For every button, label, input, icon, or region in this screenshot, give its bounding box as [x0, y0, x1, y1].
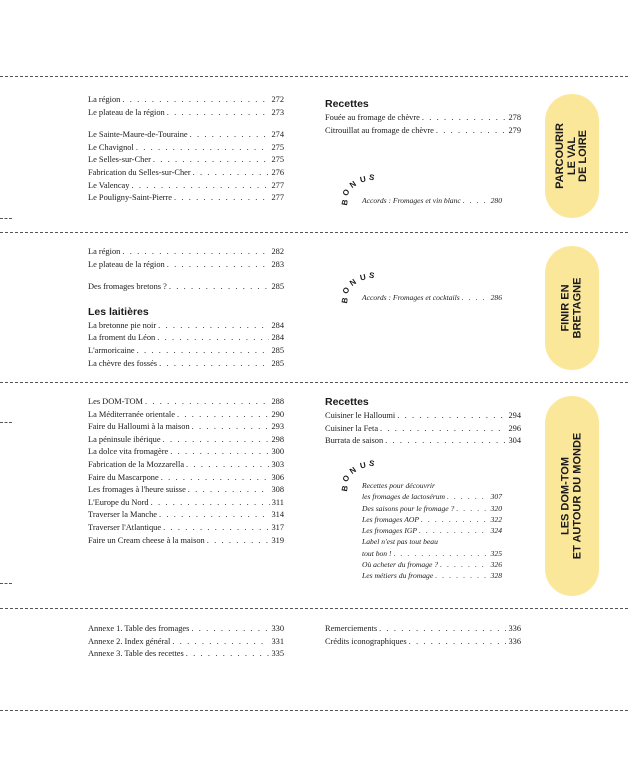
toc-entry-label: Faire du Halloumi à la maison — [88, 422, 190, 432]
toc-entry[interactable] — [88, 648, 284, 661]
toc-entry-page: 273 — [271, 107, 284, 117]
toc-entry-page: 272 — [271, 95, 284, 104]
toc-entry-label: Le Pouligny-Saint-Pierre — [88, 193, 172, 203]
toc-entry[interactable] — [88, 421, 284, 434]
toc-entry-page: 278 — [508, 113, 521, 122]
dot-leader — [167, 259, 270, 272]
toc-entry-label: Où acheter du fromage ? — [362, 560, 439, 570]
toc-entry[interactable] — [325, 125, 521, 138]
toc-entry-page: 304 — [508, 436, 521, 446]
toc-entry-label: La froment du Léon — [88, 333, 156, 343]
toc-entry-label: Annexe 2. Index général — [88, 636, 171, 646]
section-3-recipes-list — [325, 410, 521, 448]
toc-entry-page: 335 — [271, 649, 284, 659]
toc-entry-label: Accords : Fromages et vin blanc — [362, 196, 461, 205]
spacer — [88, 271, 284, 281]
spacer — [88, 294, 284, 304]
toc-entry[interactable] — [88, 446, 284, 459]
chapter-tab-line: FINIR EN — [559, 284, 572, 332]
dot-leader — [419, 525, 489, 536]
dot-leader — [158, 320, 269, 333]
toc-entry[interactable] — [325, 623, 521, 636]
toc-entry-label: Crédits iconographiques — [325, 636, 407, 646]
toc-entry-page: 317 — [271, 522, 284, 532]
toc-entry-label: Le Sainte-Maure-de-Touraine — [88, 130, 188, 140]
dot-leader — [174, 192, 269, 205]
bonus-letter: O — [340, 473, 352, 484]
toc-entry-page: 328 — [490, 571, 502, 581]
bonus-letter: S — [368, 458, 376, 469]
toc-entry-label: Traverser la Manche — [88, 510, 157, 520]
dot-leader — [397, 410, 506, 423]
toc-entry[interactable] — [88, 535, 284, 548]
toc-entry-page: 285 — [271, 345, 284, 355]
toc-entry[interactable] — [325, 435, 521, 448]
dot-leader — [380, 423, 506, 436]
toc-entry-label: Fabrication du Selles-sur-Cher — [88, 167, 191, 177]
dot-leader — [447, 491, 489, 502]
dot-leader — [157, 332, 269, 345]
section-divider — [0, 232, 628, 233]
toc-entry-label: La dolce vita fromagère — [88, 447, 169, 457]
toc-entry[interactable] — [362, 292, 502, 303]
toc-entry-page: 336 — [508, 636, 521, 646]
section-3-bonus-list — [362, 480, 502, 582]
recipes-title: Recettes — [325, 98, 369, 110]
toc-entry-label: Le plateau de la région — [88, 259, 165, 269]
bonus-letter: U — [359, 272, 367, 283]
bonus-letter: N — [347, 465, 358, 476]
toc-entry-page: 331 — [271, 636, 284, 646]
toc-entry[interactable] — [88, 320, 284, 333]
section-3-recipes — [325, 394, 521, 448]
toc-entry-label: La chèvre des fossés — [88, 358, 158, 368]
credits-list — [325, 623, 521, 648]
toc-entry[interactable] — [362, 559, 502, 570]
toc-entry[interactable] — [88, 142, 284, 155]
group-title: Les laitières — [88, 305, 149, 318]
toc-entry-page: 277 — [271, 180, 284, 190]
toc-entry-page: 296 — [508, 423, 521, 433]
section-divider — [0, 710, 628, 711]
toc-entry-page: 282 — [271, 247, 284, 256]
toc-entry[interactable] — [88, 345, 284, 358]
toc-entry-page: 311 — [271, 497, 284, 507]
toc-entry-page: 286 — [490, 293, 502, 302]
toc-entry-label: Fabrication de la Mozzarella — [88, 459, 185, 469]
toc-entry-label: La région — [88, 95, 121, 104]
toc-entry[interactable] — [362, 491, 502, 502]
chapter-tab-title — [561, 433, 584, 560]
bonus-letter: N — [347, 277, 358, 288]
dot-leader — [385, 435, 506, 448]
toc-entry[interactable] — [88, 358, 284, 371]
toc-entry-label: Les fromages à l'heure suisse — [88, 485, 186, 495]
dot-leader — [193, 167, 270, 180]
toc-entry-label: Faire du Mascarpone — [88, 472, 159, 482]
toc-entry-page: 324 — [490, 526, 502, 536]
dot-leader — [207, 535, 270, 548]
toc-entry[interactable] — [325, 636, 521, 649]
section-1-recipes-list — [325, 112, 521, 137]
toc-entry-label: Les métiers du fromage — [362, 571, 434, 581]
toc-entry[interactable] — [325, 410, 521, 423]
margin-tick — [0, 218, 12, 219]
toc-entry-page: 284 — [271, 320, 284, 330]
toc-entry[interactable] — [88, 246, 284, 259]
dot-leader — [137, 345, 270, 358]
dot-leader — [462, 292, 489, 303]
dot-leader — [463, 195, 489, 206]
toc-entry-page: 276 — [271, 167, 284, 177]
toc-entry-label: La Méditerranée orientale — [88, 409, 175, 419]
dot-leader — [131, 180, 269, 193]
dot-leader — [151, 497, 270, 510]
dot-leader — [145, 396, 269, 409]
toc-entry[interactable] — [88, 509, 284, 522]
dot-leader — [435, 570, 488, 581]
toc-entry[interactable] — [362, 195, 502, 206]
dot-leader — [136, 142, 270, 155]
section-2-bonus-list — [362, 292, 502, 303]
section-1-bonus-list — [362, 195, 502, 206]
dot-leader — [188, 484, 270, 497]
toc-entry[interactable] — [88, 129, 284, 142]
toc-entry-label: Des saisons pour le fromage ? — [362, 503, 455, 513]
chapter-tab-line: DE LOIRE — [576, 130, 589, 182]
margin-tick — [0, 422, 12, 423]
dot-leader — [379, 623, 506, 636]
toc-entry[interactable] — [88, 623, 284, 636]
toc-entry[interactable] — [88, 409, 284, 422]
annexes-list — [88, 623, 284, 661]
toc-entry-label: Burrata de saison — [325, 436, 384, 446]
toc-entry-label: Les fromages AOP — [362, 514, 419, 524]
toc-entry-page: 285 — [271, 358, 284, 368]
toc-entry-page: 285 — [271, 282, 284, 292]
toc-entry[interactable] — [88, 434, 284, 447]
toc-entry[interactable] — [88, 396, 284, 409]
toc-entry-page: 275 — [271, 155, 284, 165]
toc-entry-label: Les fromages IGP — [362, 526, 417, 536]
toc-entry-page: 308 — [271, 485, 284, 495]
toc-entry-label: Le Selles-sur-Cher — [88, 155, 151, 165]
toc-entry-label: Le plateau de la région — [88, 107, 165, 117]
toc-entry-label: Le Valencay — [88, 180, 130, 190]
toc-entry-label: Citrouillat au fromage de chèvre — [325, 125, 434, 135]
chapter-tab-title — [555, 123, 590, 189]
dot-leader — [163, 522, 269, 535]
toc-entry-page: 322 — [490, 514, 502, 524]
section-divider — [0, 382, 628, 383]
toc-entry-page: 314 — [271, 510, 284, 520]
bonus-letter: O — [340, 187, 352, 198]
toc-entry-page: 279 — [508, 125, 521, 135]
toc-entry[interactable] — [88, 281, 284, 294]
toc-entry[interactable] — [362, 525, 502, 536]
dot-leader — [172, 636, 269, 649]
section-3-left-list — [88, 396, 284, 547]
margin-tick — [0, 583, 12, 584]
toc-entry-page: 336 — [508, 624, 521, 633]
dot-leader — [394, 548, 489, 559]
toc-entry[interactable] — [88, 636, 284, 649]
toc-entry[interactable] — [88, 107, 284, 120]
toc-entry-page: 294 — [508, 411, 521, 420]
toc-entry[interactable] — [88, 180, 284, 193]
dot-leader — [167, 107, 270, 120]
dot-leader — [153, 154, 270, 167]
toc-entry-page: 293 — [271, 422, 284, 432]
bonus-letter: O — [340, 285, 352, 296]
toc-entry-label: Les DOM-TOM — [88, 397, 143, 406]
section-divider — [0, 76, 628, 77]
toc-entry-label: Fouée au fromage de chèvre — [325, 113, 420, 122]
toc-entry-page: 280 — [490, 196, 502, 205]
dot-leader — [177, 409, 269, 422]
spacer — [88, 119, 284, 129]
toc-entry-label: Traverser l'Atlantique — [88, 522, 162, 532]
toc-entry[interactable] — [88, 259, 284, 272]
toc-entry[interactable] — [362, 570, 502, 581]
toc-entry-label: Faire un Cream cheese à la maison — [88, 535, 205, 545]
dot-leader — [122, 94, 269, 107]
toc-entry-label: L'armoricaine — [88, 345, 135, 355]
toc-entry[interactable] — [88, 332, 284, 345]
toc-entry-page: 330 — [271, 624, 284, 633]
bonus-letter: B — [339, 296, 350, 305]
toc-entry[interactable] — [88, 94, 284, 107]
toc-entry-label: L'Europe du Nord — [88, 497, 149, 507]
toc-entry[interactable] — [88, 522, 284, 535]
toc-entry-page: 325 — [490, 548, 502, 558]
chapter-tab-line: LES DOM-TOM — [559, 457, 572, 536]
bonus-letter: B — [339, 198, 350, 207]
section-1-recipes — [325, 96, 521, 137]
toc-entry-label: les fromages de lactosérum — [362, 492, 446, 502]
toc-entry-label: Cuisiner la Feta — [325, 423, 379, 433]
toc-entry-page: 283 — [271, 259, 284, 269]
toc-entry-label: Accords : Fromages et cocktails — [362, 293, 460, 302]
dot-leader — [191, 623, 269, 636]
dot-leader — [159, 358, 269, 371]
section-1-left-list — [88, 94, 284, 205]
toc-entry-page: 320 — [490, 503, 502, 513]
toc-entry-page: 274 — [271, 130, 284, 140]
chapter-tab-line: BRETAGNE — [571, 277, 583, 339]
toc-entry-label: Des fromages bretons ? — [88, 282, 167, 292]
toc-entry[interactable] — [362, 503, 502, 514]
dot-leader — [190, 129, 270, 142]
recipes-title: Recettes — [325, 396, 369, 408]
dot-leader — [436, 125, 507, 138]
chapter-tab-line: ET AUTOUR DU MONDE — [571, 432, 583, 560]
dot-leader — [440, 559, 489, 570]
toc-text-line: Label n'est pas tout beau — [362, 537, 438, 547]
toc-entry-page: 300 — [271, 447, 284, 457]
toc-entry-label: Annexe 1. Table des fromages — [88, 624, 190, 633]
dot-leader — [409, 636, 507, 649]
toc-entry-page: 290 — [271, 409, 284, 419]
toc-text-line: Recettes pour découvrir — [362, 481, 435, 490]
dot-leader — [163, 434, 270, 447]
bonus-letter: S — [368, 270, 376, 281]
toc-entry[interactable] — [88, 167, 284, 180]
toc-entry[interactable] — [88, 472, 284, 485]
bonus-letter: N — [347, 179, 358, 190]
toc-entry-label: La péninsule ibérique — [88, 434, 161, 444]
dot-leader — [186, 648, 270, 661]
toc-entry[interactable] — [88, 497, 284, 510]
dot-leader — [421, 514, 489, 525]
toc-entry-page: 306 — [271, 472, 284, 482]
toc-entry[interactable] — [88, 459, 284, 472]
chapter-tab-line: LE VAL — [565, 136, 578, 176]
toc-entry-label: Annexe 3. Table des recettes — [88, 649, 184, 659]
section-divider — [0, 608, 628, 609]
toc-entry-label: Remerciements — [325, 624, 378, 633]
toc-entry-label: tout bon ! — [362, 548, 392, 558]
toc-entry[interactable] — [362, 514, 502, 525]
toc-entry-label: Cuisiner le Halloumi — [325, 411, 396, 420]
dot-leader — [186, 459, 269, 472]
bonus-letter: U — [359, 460, 367, 471]
toc-entry-page: 303 — [271, 459, 284, 469]
bonus-letter: S — [368, 172, 376, 183]
toc-entry[interactable] — [88, 192, 284, 205]
toc-entry-page: 277 — [271, 193, 284, 203]
chapter-tab-line: PARCOURIR — [553, 123, 566, 189]
dot-leader — [170, 446, 269, 459]
chapter-tab-dom-tom[interactable] — [545, 396, 599, 596]
toc-entry[interactable] — [325, 112, 521, 125]
toc-entry-page: 288 — [271, 397, 284, 406]
dot-leader — [169, 281, 270, 294]
dot-leader — [456, 503, 488, 514]
toc-entry-page: 319 — [271, 535, 284, 545]
toc-entry-page: 307 — [490, 492, 502, 502]
toc-entry-label: La bretonne pie noir — [88, 320, 157, 330]
toc-entry-page: 298 — [271, 434, 284, 444]
dot-leader — [159, 509, 269, 522]
section-2-left-list — [88, 246, 284, 370]
dot-leader — [422, 112, 507, 125]
dot-leader — [122, 246, 269, 259]
toc-entry[interactable] — [88, 484, 284, 497]
toc-entry[interactable] — [362, 548, 502, 559]
toc-entry-label: La région — [88, 247, 121, 256]
toc-entry-page: 284 — [271, 333, 284, 343]
bonus-letter: U — [359, 174, 367, 185]
dot-leader — [161, 472, 270, 485]
toc-entry-page: 275 — [271, 142, 284, 152]
bonus-letter: B — [339, 484, 350, 493]
chapter-tab-bretagne[interactable] — [545, 246, 599, 370]
chapter-tab-val-de-loire[interactable] — [545, 94, 599, 218]
toc-entry[interactable] — [325, 423, 521, 436]
toc-entry[interactable] — [88, 154, 284, 167]
chapter-tab-title — [561, 278, 584, 339]
toc-entry-page: 326 — [490, 560, 502, 570]
dot-leader — [192, 421, 270, 434]
toc-entry-label: Le Chavignol — [88, 142, 134, 152]
